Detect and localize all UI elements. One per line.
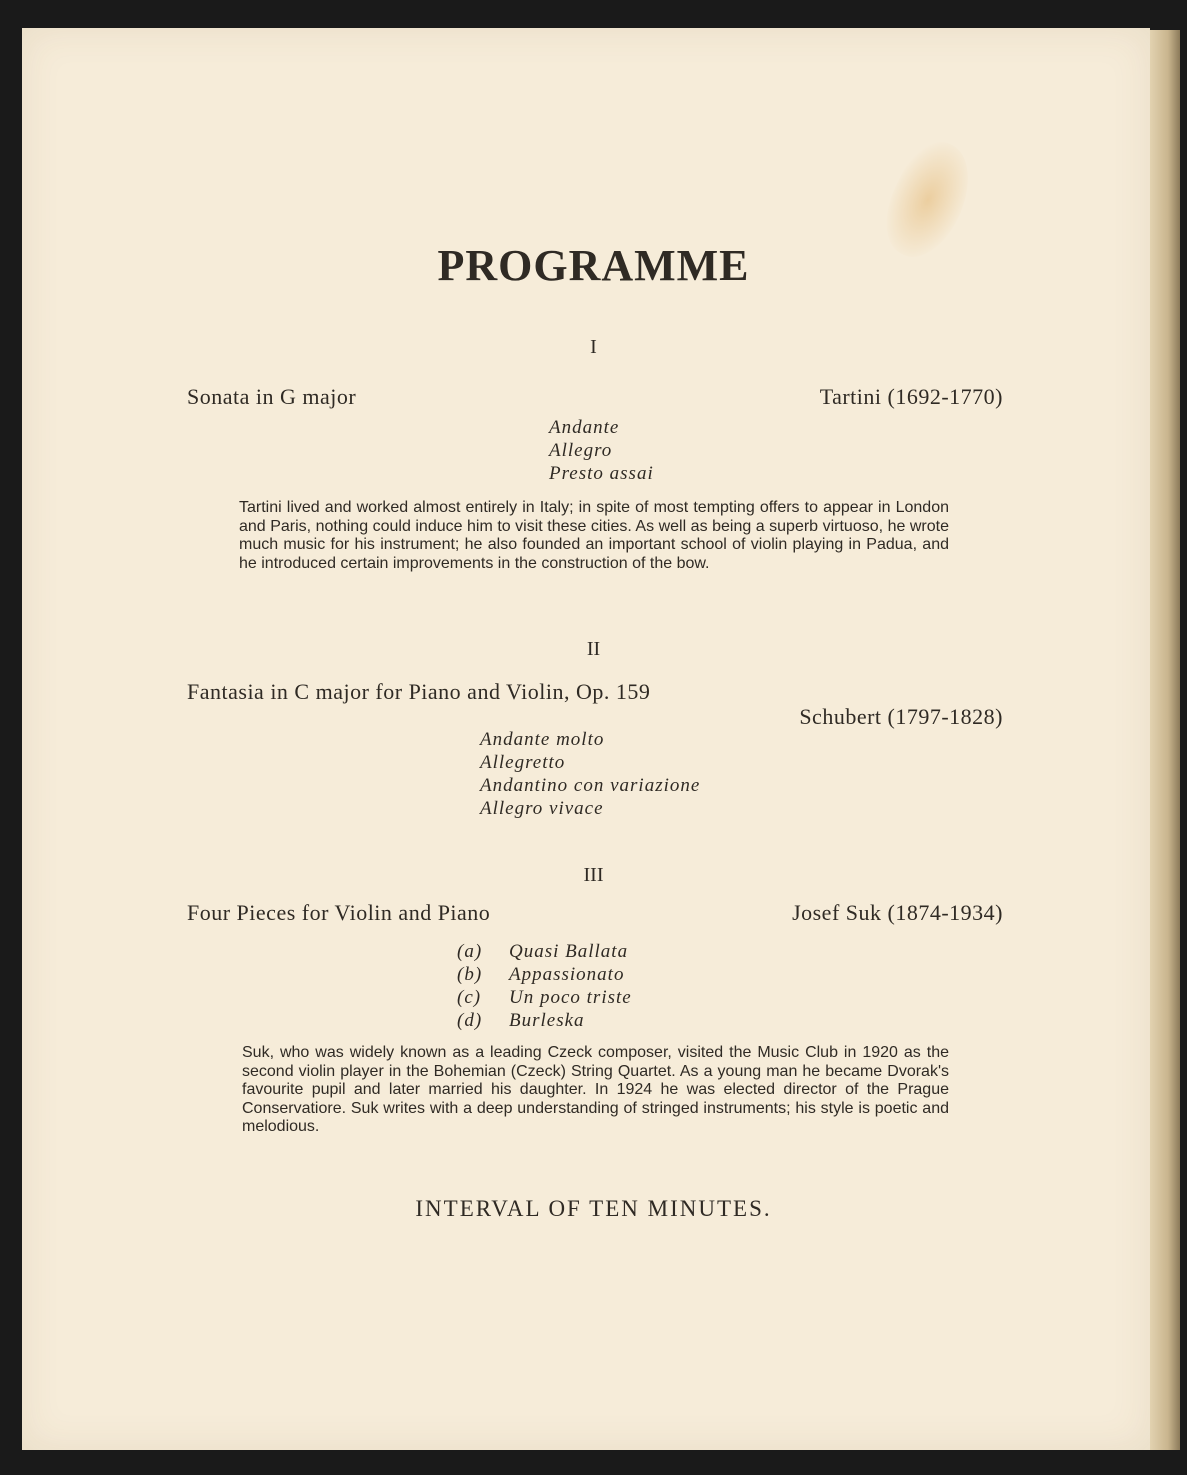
page-title: PROGRAMME (437, 241, 750, 290)
piece-row-b (457, 963, 632, 986)
section-numeral-2: II (586, 638, 601, 660)
movement-item: Presto assai (549, 463, 654, 484)
piece-title: Burleska (509, 1010, 585, 1031)
section-numeral-1: I (590, 336, 597, 358)
composer-3: Josef Suk (1874-1934) (792, 900, 1003, 925)
piece-title: Appassionato (509, 964, 625, 985)
movement-item: Allegro (549, 440, 613, 461)
movement-item: Andantino con variazione (480, 775, 701, 796)
movement-list-1 (549, 416, 654, 485)
movement-list-2 (480, 728, 700, 820)
piece-row-a (457, 940, 632, 963)
interval-notice: INTERVAL OF TEN MINUTES. (415, 1196, 772, 1221)
piece-letter: (d) (457, 1010, 483, 1031)
movement-item: Allegretto (480, 752, 566, 773)
programme-note-3: Suk, who was widely known as a leading Czeck composer, visited the Music Club in 1920 as the second violin player in the Bohemian (Czeck) String Quartet. As a young man he became Dvorak's favourite pupil and later married his daughter. In 1924 he was elected director of the Prague Conservatiore. Suk writes with a deep understanding of stringed instruments; his style is poetic and melodious. (242, 1044, 949, 1135)
composer-2: Schubert (1797-1828) (799, 704, 1003, 729)
composer-1: Tartini (1692-1770) (819, 384, 1003, 409)
piece-list-3 (457, 940, 632, 1032)
piece-title: Quasi Ballata (509, 941, 629, 962)
piece-row-c (457, 986, 632, 1009)
piece-letter: (b) (457, 964, 483, 985)
movement-item: Andante (549, 417, 620, 438)
piece-letter: (a) (457, 941, 483, 962)
programme-note-1: Tartini lived and worked almost entirely in Italy; in spite of most tempting offers to appear in London and Paris, nothing could induce him to visit these cities. As well as being a superb virtuoso, he wrote much music for his instrument; he also founded an important school of violin playing in Padua, and he introduced certain improvements in the construction of the bow. (239, 499, 949, 572)
movement-item: Andante molto (480, 729, 605, 750)
piece-title: Un poco triste (509, 987, 632, 1008)
piece-letter: (c) (457, 987, 482, 1008)
work-title-1: Sonata in G major (187, 384, 357, 409)
section-numeral-3: III (583, 864, 604, 886)
work-title-2: Fantasia in C major for Piano and Violin, Op. 159 (187, 679, 651, 704)
movement-item: Allegro vivace (480, 798, 604, 819)
work-title-3: Four Pieces for Violin and Piano (187, 900, 491, 925)
piece-row-d (457, 1009, 632, 1032)
